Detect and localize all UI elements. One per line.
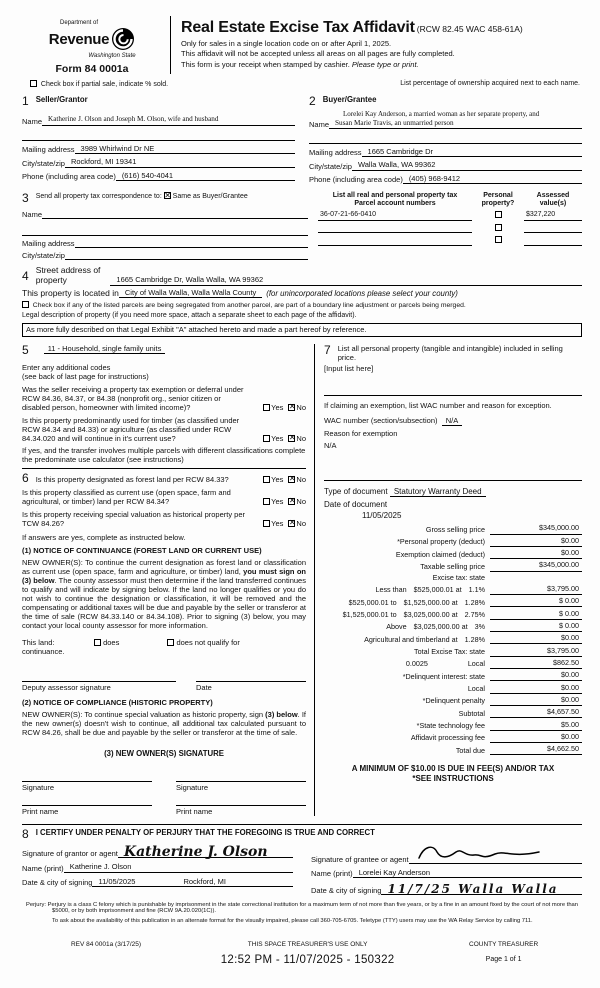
- local2-label: Local: [467, 684, 485, 694]
- grantor-signature-label: Signature of grantor or agent: [22, 849, 118, 859]
- print-name-label-1: Print name: [22, 807, 59, 816]
- exemption-deduct-value[interactable]: $0.00: [490, 549, 582, 559]
- excise-state-label: Excise tax: state: [432, 573, 485, 583]
- tier1-label: Less than $525,000.01 at 1.1%: [375, 585, 485, 595]
- dor-logo-block: [22, 14, 162, 76]
- rev-number: REV 84 0001a (3/17/25): [70, 941, 142, 949]
- parcel-col-header: List all real and personal property tax Parcel account numbers: [332, 192, 458, 208]
- buyer-mailing-field[interactable]: 1665 Cambridge Dr: [362, 147, 582, 158]
- doc-date-label: Date of document: [324, 500, 388, 510]
- partial-sale-checkbox[interactable]: [30, 80, 37, 87]
- print-name-label-2: Print name: [176, 807, 213, 816]
- s6q3-yes-checkbox[interactable]: [263, 520, 270, 527]
- buyer-phone-label: Phone (including area code): [309, 175, 403, 185]
- located-in-field[interactable]: City of Walla Walla, Walla Walla County: [119, 288, 262, 298]
- s5q1-yesno: Yes ✕ No: [258, 403, 306, 412]
- local2-value[interactable]: $0.00: [490, 684, 582, 694]
- s6-question2: Is this property classified as current use (open space, farm and agricultural, or timber) land per RCW 84.34?: [22, 487, 231, 506]
- buyer-name-label: Name: [309, 119, 330, 129]
- signature-label-2: Signature: [176, 783, 209, 792]
- additional-codes-note: (see back of last page for instructions): [22, 371, 149, 381]
- corr-csz-label: City/state/zip: [22, 251, 65, 261]
- seller-phone-field[interactable]: (616) 540-4041: [116, 171, 295, 182]
- grantee-date-label: Date & city of signing: [311, 885, 382, 895]
- buyer-name-line1: Lorelei Kay Anderson, a married woman as her separate property, and: [343, 110, 540, 119]
- parcel-row-3: [318, 236, 582, 245]
- grantor-date-label: Date & city of signing: [22, 878, 93, 888]
- buyer-name-field-2[interactable]: [309, 135, 582, 144]
- page-title: Real Estate Excise Tax Affidavit: [181, 19, 415, 36]
- s5-question2: Is this property predominantly used for timber (as classified under RCW 84.34 and 84.33) or agriculture (as classified under RCW 84.34.020 and will continue in it's current use?: [22, 415, 240, 443]
- personal-property-intro: List all personal property (tangible and intangible) included in selling price.: [337, 343, 563, 362]
- same-as-buyer-label: Same as Buyer/Grantee: [172, 193, 248, 201]
- section-property-address: [22, 266, 582, 336]
- section5-number: 5: [22, 342, 29, 357]
- seller-heading: Seller/Grantor: [35, 95, 88, 105]
- section1-number: 1: [22, 94, 29, 109]
- grantee-signature-scribble: [415, 844, 543, 862]
- notice-continuance-title: (1) NOTICE OF CONTINUANCE (FOREST LAND OR CURRENT USE): [22, 545, 262, 555]
- tier1-value[interactable]: $3,795.00: [490, 585, 582, 595]
- legal-description-field[interactable]: As more fully described on that Legal Exhibit "A" attached hereto and made a part hereof by reference.: [22, 323, 582, 337]
- land-does-not-checkbox[interactable]: [167, 639, 174, 646]
- header-divider: [170, 16, 171, 74]
- revenue-logo-icon: [111, 27, 135, 53]
- treasurer-stamp: 12:52 PM - 11/07/2025 - 150322: [220, 954, 395, 967]
- buyer-mailing-label: Mailing address: [309, 148, 362, 158]
- corr-csz-field[interactable]: [65, 251, 308, 260]
- corr-mailing-field[interactable]: [75, 239, 308, 248]
- form-header: [22, 14, 582, 76]
- new-owners-signature-title: (3) NEW OWNER(S) SIGNATURE: [104, 748, 224, 758]
- excise-tax-table: [324, 524, 582, 755]
- new-owner-printname-field-1[interactable]: [22, 797, 152, 806]
- parcel-number-field[interactable]: 36-07-21-66-0410: [318, 211, 472, 220]
- legal-description-label: Legal description of property (if you need more space, attach a separate sheet to each page of the affidavit).: [22, 312, 357, 320]
- doc-type-field[interactable]: Statutory Warranty Deed: [390, 487, 486, 497]
- partial-sale-row: [30, 80, 168, 89]
- grantee-signature-label: Signature of grantee or agent: [311, 854, 409, 864]
- agricultural-value[interactable]: $0.00: [490, 634, 582, 644]
- section7-number: 7: [324, 342, 331, 357]
- s5-question1: Was the seller receiving a property tax exemption or deferral under RCW 84.36, 84.37, or 84.38 (nonprofit org., senior citizen or disabled person, homeowner with limited income)?: [22, 384, 244, 412]
- signature-label-1: Signature: [22, 783, 55, 792]
- seller-phone-label: Phone (including area code): [22, 172, 116, 181]
- assessed-value-col-header: Assessed value(s): [536, 192, 570, 208]
- personal-property-list-field[interactable]: [Input list here]: [324, 363, 374, 373]
- seller-name-field-2[interactable]: [22, 132, 295, 141]
- personal-property-col-header: Personal property?: [481, 192, 515, 208]
- new-owner-signature-field-1[interactable]: [22, 770, 152, 782]
- tier3-label: $1,525,000.01 to $3,025,000.00 at 2.75%: [342, 610, 485, 620]
- s6q1-yes-checkbox[interactable]: [263, 476, 270, 483]
- section-personal-property: [324, 344, 582, 362]
- taxable-price-label: Taxable selling price: [420, 561, 485, 571]
- revenue-wordmark: Revenue: [48, 31, 110, 49]
- alt-format-notice: To ask about the availability of this publication in an alternate format for the visually impaired, please call 360-705-6705. Teletype (TTY) users may use the WA Relay Service by calling 711.: [52, 918, 533, 925]
- form-number: Form 84 0001a: [55, 63, 129, 76]
- parcel-table: [318, 192, 582, 260]
- delinquent-interest-value[interactable]: $0.00: [490, 671, 582, 681]
- s5q1-yes-checkbox[interactable]: [263, 404, 270, 411]
- partial-sale-label: Check box if partial sale, indicate % sold.: [40, 80, 169, 88]
- tier3-value[interactable]: $ 0.00: [490, 610, 582, 620]
- reason-exemption-field[interactable]: N/A: [324, 440, 337, 450]
- grantor-city-value: Rockford, MI: [183, 876, 226, 886]
- notice-compliance-title: (2) NOTICE OF COMPLIANCE (HISTORIC PROPERTY): [22, 697, 213, 707]
- taxable-price-value[interactable]: $345,000.00: [490, 561, 582, 571]
- agricultural-label: Agricultural and timberland at 1.28%: [364, 634, 485, 644]
- section-forest-land: [22, 472, 306, 816]
- s5q2-no-checkbox[interactable]: [288, 435, 295, 442]
- grantor-printname-field[interactable]: Katherine J. Olson: [64, 862, 293, 873]
- delinquent-penalty-value[interactable]: $0.00: [490, 696, 582, 706]
- seller-mailing-field[interactable]: 3989 Whirlwind Dr NE: [75, 144, 295, 155]
- section2-number: 2: [309, 94, 316, 109]
- buyer-heading: Buyer/Grantee: [322, 95, 377, 105]
- delinquent-penalty-label: *Delinquent penalty: [422, 696, 485, 706]
- wac-number-label: WAC number (section/subsection): [324, 415, 438, 425]
- notice-compliance-text: NEW OWNER(S): To continue special valuation as historic property, sign (3) below. If the new owner(s) doesn't wish to continue, all additional tax calculated pursuant to RCW 84.26, shall be due and payable by the seller or transferor at the time of sale.: [22, 709, 307, 737]
- assessed-value-field-2[interactable]: [524, 224, 582, 233]
- land-use-code-field[interactable]: 11 - Household, single family units: [44, 344, 166, 354]
- deputy-date-label: Date: [196, 682, 212, 692]
- segregated-label: Check box if any of the listed parcels are being segregated from another parcel, are part of a boundary line adjustment or parcels being merged.: [32, 302, 466, 310]
- parcel1-personal-checkbox[interactable]: [495, 211, 502, 218]
- segregated-checkbox[interactable]: [22, 301, 29, 308]
- s5q1-no-checkbox[interactable]: [288, 404, 295, 411]
- dept-of-label: Department of: [59, 20, 99, 26]
- section-buyer: [309, 95, 582, 184]
- s6q2-yes-checkbox[interactable]: [263, 498, 270, 505]
- deputy-date-field[interactable]: [196, 670, 306, 682]
- reason-exemption-label: Reason for exemption: [324, 428, 398, 438]
- deputy-assessor-label: Deputy assessor signature: [22, 682, 111, 692]
- perjury-notice: Perjury: Perjury is a class C felony which is punishable by imprisonment in the state correctional institution for a maximum term of not more than five years, or by a fine in an amount fixed by the court of not more than $5000, or by both imprisonment and fine (RCW 9A.20.020(1C)).: [26, 901, 578, 915]
- s6q2-no-checkbox[interactable]: [288, 498, 295, 505]
- predominate-use-note: If yes, and the transfer involves multiple parcels with different classifications complete the predominate use calculator (see instructions): [22, 445, 306, 464]
- additional-codes-label: Enter any additional codes: [22, 362, 111, 372]
- s6q1-no-checkbox[interactable]: [288, 476, 295, 483]
- type-or-print-note: Please type or print.: [351, 59, 419, 69]
- land-does-checkbox[interactable]: [94, 639, 101, 646]
- minimum-due-note: A MINIMUM OF $10.00 IS DUE IN FEE(S) AND/OR TAX *SEE INSTRUCTIONS: [351, 764, 555, 783]
- same-as-buyer-checkbox[interactable]: [164, 192, 171, 199]
- s6q3-no-checkbox[interactable]: [288, 520, 295, 527]
- tech-fee-label: *State technology fee: [416, 721, 485, 731]
- header-note-3: This form is your receipt when stamped by cashier. Please type or print.: [181, 59, 419, 69]
- continuance-label: continuance.: [22, 646, 65, 656]
- grantee-printname-label: Name (print): [311, 869, 353, 878]
- form-footer: [22, 941, 582, 968]
- local-value[interactable]: $862.50: [490, 659, 582, 669]
- land-does-not-option: does not qualify for: [167, 638, 239, 647]
- total-due-label: Total due: [455, 745, 485, 755]
- grantor-signature-field[interactable]: [118, 844, 293, 858]
- if-answers-yes-note: If answers are yes, complete as instructed below.: [22, 532, 186, 542]
- tier4-value[interactable]: $ 0.00: [490, 622, 582, 632]
- section8-number: 8: [22, 827, 29, 841]
- this-land-label: This land:: [22, 637, 55, 647]
- grantee-signature-field[interactable]: [409, 844, 582, 864]
- parcel-row-2: [318, 224, 582, 233]
- processing-fee-label: Affidavit processing fee: [410, 733, 485, 743]
- gross-price-value[interactable]: $345,000.00: [490, 524, 582, 534]
- wac-row: [324, 416, 582, 425]
- street-address-field[interactable]: 1665 Cambridge Dr, Walla Walla, WA 99362: [110, 275, 582, 286]
- s5q2-yesno: Yes ✕ No: [258, 434, 306, 443]
- doc-type-label: Type of document: [324, 486, 388, 496]
- tech-fee-value[interactable]: $5.00: [490, 721, 582, 731]
- delinquent-interest-label: *Delinquent interest: state: [402, 671, 485, 681]
- parcel2-personal-checkbox[interactable]: [495, 224, 502, 231]
- seller-csz-label: City/state/zip: [22, 158, 65, 168]
- buyer-phone-field[interactable]: (405) 968-9412: [403, 174, 582, 185]
- tier2-value[interactable]: $ 0.00: [490, 597, 582, 607]
- corr-mailing-label: Mailing address: [22, 239, 75, 249]
- section-use-code: [22, 344, 306, 464]
- section-tax-correspondence: [22, 192, 308, 260]
- parcel3-personal-checkbox[interactable]: [495, 236, 502, 243]
- doc-type-row: [324, 487, 582, 497]
- grantor-signature-handwriting: Katherine J. Olson: [123, 844, 268, 860]
- buyer-csz-field[interactable]: Walla Walla, WA 99362: [352, 160, 582, 171]
- seller-mailing-label: Mailing address: [22, 145, 75, 154]
- page-indicator: Page 1 of 1: [485, 956, 522, 964]
- section3-number: 3: [22, 191, 29, 206]
- parcel-row-1: [318, 211, 582, 220]
- rcw-reference: (RCW 82.45 WAC 458-61A): [416, 24, 523, 34]
- local-rate-label: 0.0025 Local: [405, 659, 485, 669]
- section4-number: 4: [22, 269, 29, 284]
- parcel-number-field-2[interactable]: [318, 224, 472, 233]
- tier4-label: Above $3,025,000.00 at 3%: [386, 622, 485, 632]
- personal-deduct-label: *Personal property (deduct): [397, 537, 485, 547]
- treasurer-space-label: THIS SPACE TREASURER'S USE ONLY: [247, 941, 368, 949]
- seller-name-field[interactable]: Katherine J. Olson and Joseph M. Olson, wife and husband: [42, 115, 295, 125]
- assessed-value-field[interactable]: $327,220: [524, 211, 582, 220]
- corr-name-label: Name: [22, 210, 43, 220]
- buyer-name-field[interactable]: Susan Marie Travis, an unmarried person: [329, 119, 582, 129]
- total-state-value[interactable]: $3,795.00: [490, 647, 582, 657]
- s6q2-yesno: Yes ✕ No: [258, 497, 306, 506]
- section-seller: [22, 95, 295, 184]
- grantor-date-field[interactable]: 11/05/2025 Rockford, MI: [92, 877, 293, 888]
- county-treasurer-label: COUNTY TREASURER: [469, 941, 539, 949]
- s5q2-yes-checkbox[interactable]: [263, 435, 270, 442]
- seller-name-label: Name: [22, 116, 43, 126]
- total-state-label: Total Excise Tax: state: [414, 647, 485, 657]
- corr-name-field-2[interactable]: [22, 227, 308, 236]
- located-in-label: This property is located in: [22, 287, 119, 298]
- s6-question3: Is this property receiving special valuation as historical property per TCW 84.26?: [22, 509, 246, 528]
- header-note-2: This affidavit will not be accepted unless all areas on all pages are fully completed.: [181, 49, 455, 59]
- grantee-date-field[interactable]: [381, 882, 582, 895]
- notice-continuance-text: NEW OWNER(S): To continue the current designation as forest land or classification as current use (open space, farm and agriculture, or timber) land, you must sign on (3) below. The county assessor must then determine if the land transferred continues to qualify and will indicate by signing below. If the land no longer qualifies or you do not wish to continue the designation or classification, it will be removed and the compensating or additional taxes will be due and payable by the seller or transferor at the time of sale (RCW 84.33.140 or 84.34.108). Prior to signing (3) below, you may contact your local county assessor for more information.: [22, 557, 306, 630]
- grantee-printname-field[interactable]: Lorelei Kay Anderson: [353, 868, 582, 879]
- section-certification: [22, 824, 582, 895]
- doc-date-field[interactable]: 11/05/2025: [362, 510, 402, 520]
- new-owner-printname-field-2[interactable]: [176, 797, 306, 806]
- corr-name-field[interactable]: [42, 210, 308, 219]
- assessed-value-field-3[interactable]: [524, 237, 582, 246]
- header-note-1: Only for sales in a single location code on or after April 1, 2025.: [181, 38, 392, 48]
- exemption-note: If claiming an exemption, list WAC number and reason for exception.: [324, 400, 552, 410]
- subtotal-value[interactable]: $4,657.50: [490, 708, 582, 718]
- unincorporated-note: (for unincorporated locations please select your county): [266, 288, 458, 298]
- total-due-value[interactable]: $4,662.50: [490, 745, 582, 755]
- parcel-number-field-3[interactable]: [318, 237, 472, 246]
- processing-fee-value[interactable]: $0.00: [490, 733, 582, 743]
- wac-number-field[interactable]: N/A: [442, 416, 463, 426]
- personal-deduct-value[interactable]: $0.00: [490, 537, 582, 547]
- street-address-label: Street address of property: [35, 265, 101, 286]
- ownership-note: List percentage of ownership acquired next to each name.: [400, 79, 580, 87]
- buyer-csz-label: City/state/zip: [309, 161, 352, 171]
- seller-csz-field[interactable]: Rockford, MI 19341: [65, 157, 295, 168]
- grantee-date-handwriting: 11/7/25 Walla Walla: [387, 882, 559, 896]
- s6q1-yesno: Yes ✕ No: [258, 475, 306, 484]
- washington-state-label: Washington State: [88, 53, 136, 60]
- new-owner-signature-field-2[interactable]: [176, 770, 306, 782]
- grantor-printname-label: Name (print): [22, 863, 64, 873]
- subtotal-label: Subtotal: [458, 708, 485, 718]
- tier2-label: $525,000.01 to $1,525,000.00 at 1.28%: [348, 597, 485, 607]
- s6q3-yesno: Yes ✕ No: [258, 519, 306, 528]
- certify-statement: I CERTIFY UNDER PENALTY OF PERJURY THAT THE FOREGOING IS TRUE AND CORRECT: [35, 828, 375, 837]
- s6-question1: Is this property designated as forest land per RCW 84.33?: [35, 474, 229, 484]
- land-does-option: does: [94, 638, 119, 647]
- gross-price-label: Gross selling price: [425, 524, 485, 534]
- send-correspondence-label: Send all property tax correspondence to:: [35, 193, 162, 201]
- exemption-deduct-label: Exemption claimed (deduct): [395, 549, 485, 559]
- section6-number: 6: [22, 470, 29, 485]
- fine-print: [22, 902, 582, 926]
- deputy-assessor-signature-field[interactable]: [22, 670, 176, 682]
